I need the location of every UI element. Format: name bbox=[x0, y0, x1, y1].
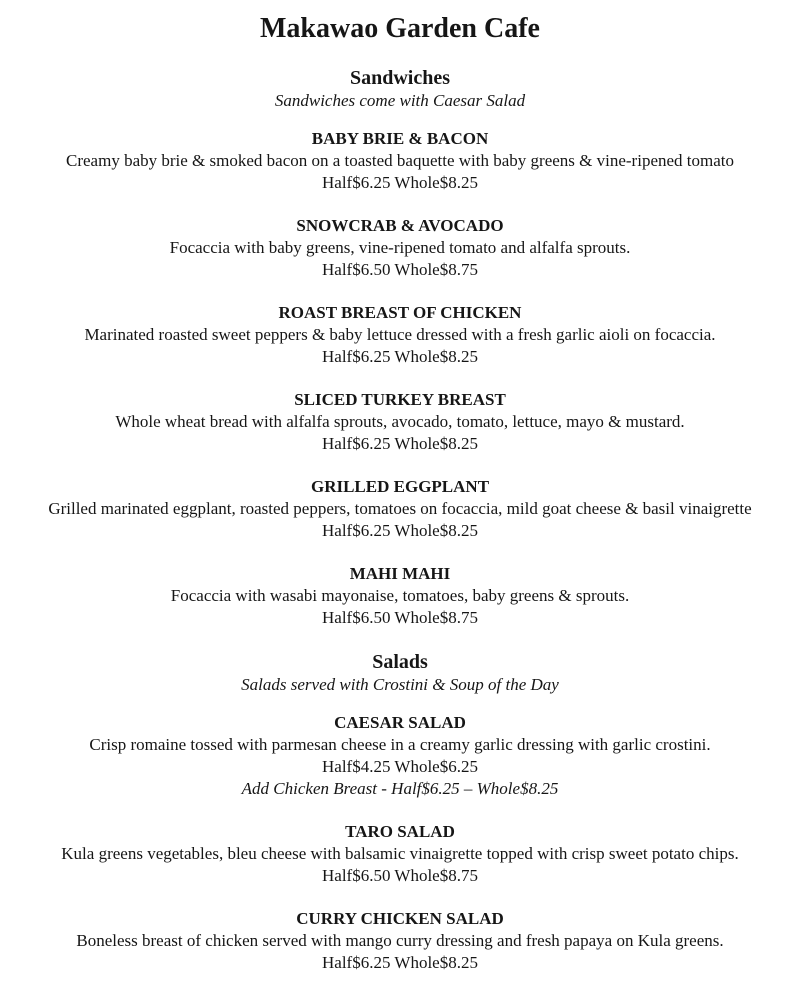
item-price: Half$6.50 Whole$8.75 bbox=[322, 260, 478, 279]
item-name: TARO SALAD bbox=[345, 822, 455, 841]
item-description: Grilled marinated eggplant, roasted peppers, tomatoes on focaccia, mild goat cheese & basil vinaigrette bbox=[48, 499, 752, 518]
section-salads bbox=[0, 650, 800, 974]
item-name: MAHI MAHI bbox=[349, 564, 451, 583]
menu-item-mahi-mahi bbox=[0, 563, 800, 629]
item-price: Half$6.25 Whole$8.25 bbox=[322, 953, 478, 972]
item-price: Half$6.50 Whole$8.75 bbox=[322, 608, 478, 627]
section-sandwiches bbox=[0, 66, 800, 629]
item-description: Boneless breast of chicken served with mango curry dressing and fresh papaya on Kula greens. bbox=[76, 931, 724, 950]
item-note: Add Chicken Breast - Half$6.25 – Whole$8.25 bbox=[241, 779, 559, 798]
item-description: Creamy baby brie & smoked bacon on a toasted baquette with baby greens & vine-ripened tomato bbox=[66, 151, 734, 170]
item-name: CURRY CHICKEN SALAD bbox=[296, 909, 504, 928]
item-price: Half$6.50 Whole$8.75 bbox=[322, 866, 478, 885]
item-price: Half$6.25 Whole$8.25 bbox=[322, 173, 478, 192]
section-title-salads: Salads bbox=[372, 651, 428, 673]
item-description: Whole wheat bread with alfalfa sprouts, avocado, tomato, lettuce, mayo & mustard. bbox=[115, 412, 685, 431]
menu-item-caesar-salad bbox=[0, 712, 800, 800]
item-name: CAESAR SALAD bbox=[334, 713, 466, 732]
item-price: Half$6.25 Whole$8.25 bbox=[322, 347, 478, 366]
item-description: Kula greens vegetables, bleu cheese with balsamic vinaigrette topped with crisp sweet potato chips. bbox=[61, 844, 739, 863]
menu-item-taro-salad bbox=[0, 821, 800, 887]
item-price: Half$6.25 Whole$8.25 bbox=[322, 521, 478, 540]
menu-item-snowcrab-avocado bbox=[0, 215, 800, 281]
item-description: Focaccia with wasabi mayonaise, tomatoes, baby greens & sprouts. bbox=[170, 586, 630, 605]
item-price: Half$6.25 Whole$8.25 bbox=[322, 434, 478, 453]
item-description: Crisp romaine tossed with parmesan cheese in a creamy garlic dressing with garlic crostini. bbox=[89, 735, 711, 754]
menu-item-curry-chicken-salad bbox=[0, 908, 800, 974]
item-description: Marinated roasted sweet peppers & baby lettuce dressed with a fresh garlic aioli on focaccia. bbox=[84, 325, 716, 344]
menu-item-sliced-turkey-breast bbox=[0, 389, 800, 455]
item-name: ROAST BREAST OF CHICKEN bbox=[278, 303, 522, 322]
item-name: SNOWCRAB & AVOCADO bbox=[296, 216, 504, 235]
item-price: Half$4.25 Whole$6.25 bbox=[322, 757, 478, 776]
page-title: Makawao Garden Cafe bbox=[260, 13, 540, 44]
menu-item-roast-breast-of-chicken bbox=[0, 302, 800, 368]
menu-item-grilled-eggplant bbox=[0, 476, 800, 542]
section-note-salads: Salads served with Crostini & Soup of the Day bbox=[241, 675, 559, 694]
item-name: BABY BRIE & BACON bbox=[311, 129, 489, 148]
menu-item-baby-brie-bacon bbox=[0, 128, 800, 194]
item-name: SLICED TURKEY BREAST bbox=[294, 390, 506, 409]
item-description: Focaccia with baby greens, vine-ripened tomato and alfalfa sprouts. bbox=[169, 238, 631, 257]
section-title-sandwiches: Sandwiches bbox=[349, 67, 451, 89]
item-name: GRILLED EGGPLANT bbox=[310, 477, 490, 496]
section-note-sandwiches: Sandwiches come with Caesar Salad bbox=[274, 91, 526, 110]
